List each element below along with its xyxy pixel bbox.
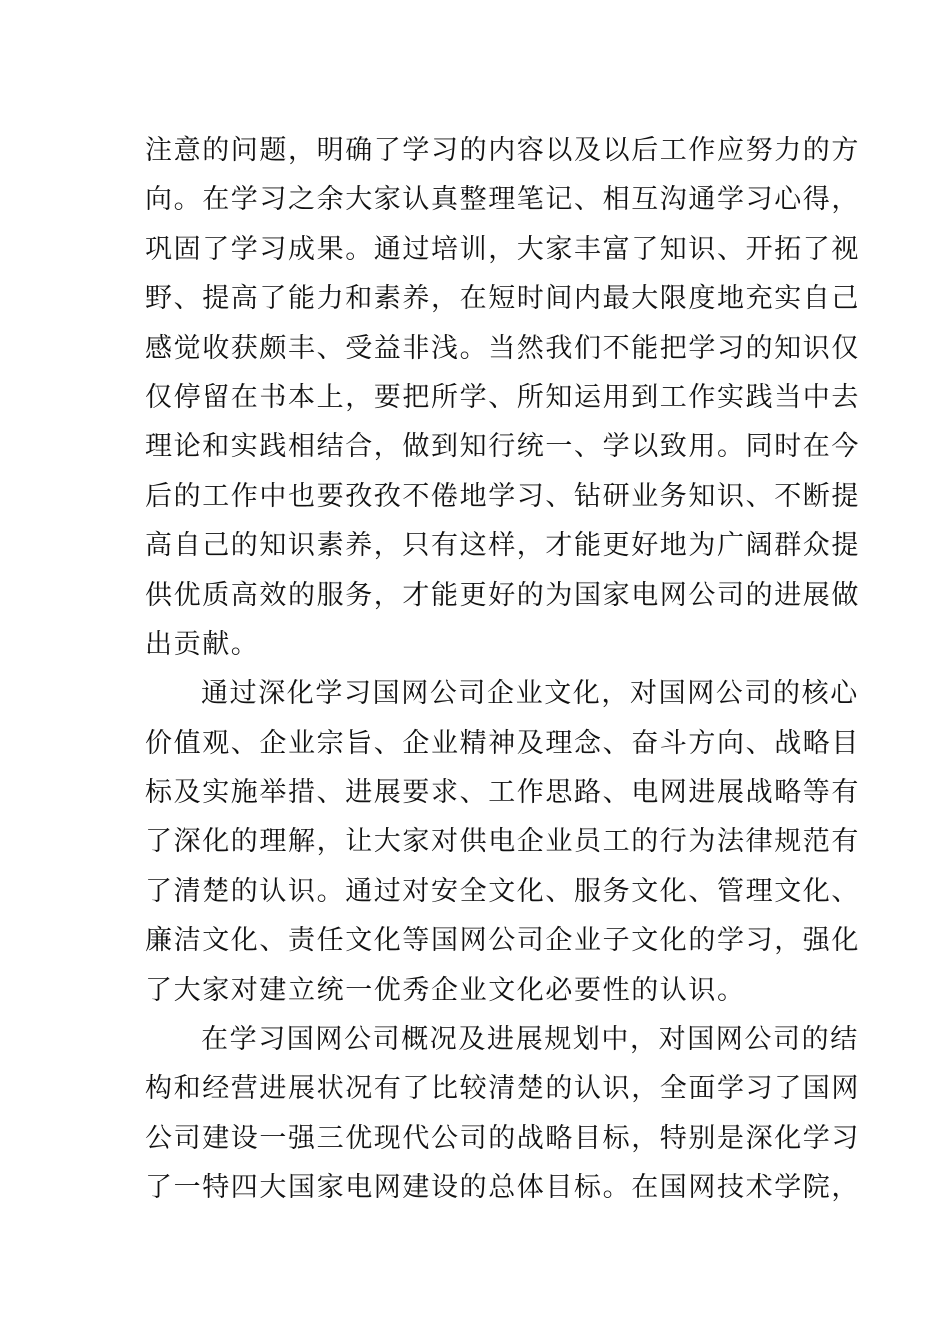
paragraph-1	[145, 126, 860, 669]
text-line: 仅停留在书本上，要把所学、所知运用到工作实践当中去	[145, 381, 860, 413]
text-line: 野、提高了能力和素养，在短时间内最大限度地充实自己	[145, 283, 860, 315]
text-line: 了一特四大国家电网建设的总体目标。在国网技术学院，	[145, 1172, 860, 1204]
text-line: 了大家对建立统一优秀企业文化必要性的认识。	[145, 974, 746, 1006]
text-line: 了清楚的认识。通过对安全文化、服务文化、管理文化、	[145, 875, 860, 907]
text-line: 标及实施举措、进展要求、工作思路、电网进展战略等有	[145, 777, 860, 809]
text-line: 价值观、企业宗旨、企业精神及理念、奋斗方向、战略目	[145, 727, 860, 759]
text-line: 了深化的理解，让大家对供电企业员工的行为法律规范有	[145, 826, 860, 858]
text-line: 廉洁文化、责任文化等国网公司企业子文化的学习，强化	[145, 925, 860, 957]
document-body	[145, 126, 860, 1213]
text-line: 供优质高效的服务，才能更好的为国家电网公司的进展做	[145, 579, 860, 611]
paragraph-3	[145, 1015, 860, 1213]
text-line: 构和经营进展状况有了比较清楚的认识，全面学习了国网	[145, 1073, 860, 1105]
text-line: 感觉收获颇丰、受益非浅。当然我们不能把学习的知识仅	[145, 332, 860, 364]
text-line: 在学习国网公司概况及进展规划中，对国网公司的结	[201, 1024, 859, 1056]
text-line: 出贡献。	[145, 628, 260, 660]
text-line: 后的工作中也要孜孜不倦地学习、钻研业务知识、不断提	[145, 480, 860, 512]
text-line: 高自己的知识素养，只有这样，才能更好地为广阔群众提	[145, 530, 860, 562]
text-line: 注意的问题，明确了学习的内容以及以后工作应努力的方	[145, 135, 860, 166]
paragraph-2	[145, 669, 860, 1015]
text-line: 公司建设一强三优现代公司的战略目标，特别是深化学习	[145, 1122, 860, 1154]
text-line: 理论和实践相结合，做到知行统一、学以致用。同时在今	[145, 431, 860, 463]
text-line: 向。在学习之余大家认真整理笔记、相互沟通学习心得，	[145, 184, 860, 216]
text-line: 通过深化学习国网公司企业文化，对国网公司的核心	[201, 678, 859, 710]
text-line: 巩固了学习成果。通过培训，大家丰富了知识、开拓了视	[145, 233, 860, 265]
